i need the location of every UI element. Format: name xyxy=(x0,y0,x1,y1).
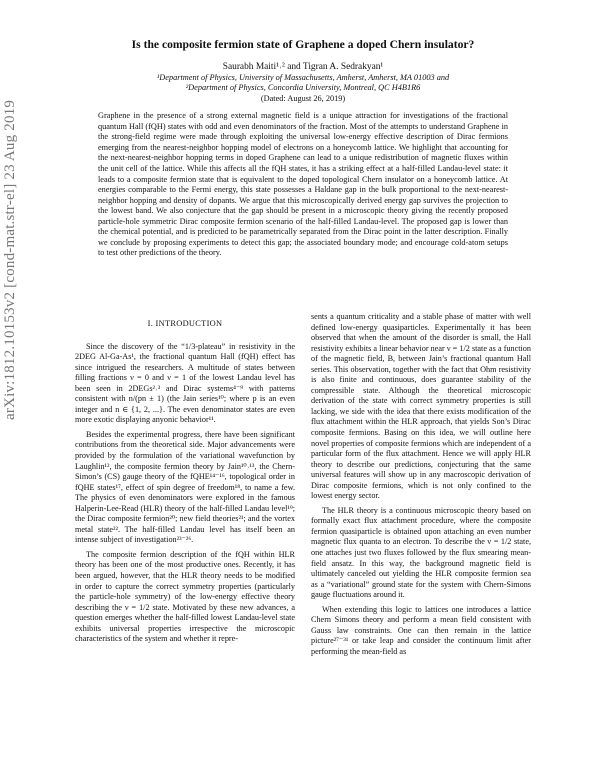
paragraph: sents a quantum criticality and a stable phase of matter with well defined low-energy quasiparticles. Experimentally it has been observed that when the amount of the disorder is small, the Hall resistivity exhibits a linear behavior near ν = 1/2 state as a function of the magnetic field, B, between Jain’s fractional quantum Hall series. This observation, together with the fact that Ohm resistivity is also finite and continuous, does guarantee stability of the compressible state. Although the theoretical microscopic derivation of the state with correct symmetry properties is still lacking, we side with the idea that there exists modification of the flux attachment within the HLR approach, that yields Son’s Dirac composite fermions. Basing on this idea, we will outline here novel properties of composite fermions which are independent of a particular form of the flux attachment. Hence we will apply HLR theory to describe our predictions, conjecturing that the same universal features will show up in any macroscopic derivation of Dirac composite fermions, which is not only confined to the lowest energy sector. xyxy=(311,312,531,501)
author-list: Saurabh Maiti¹˒² and Tigran A. Sedrakyan¹ xyxy=(222,62,384,72)
paragraph: The HLR theory is a continuous microscopic theory based on formally exact flux attachment procedure, where the composite fermion quasiparticle is obtained upon attaching an even number magnetic flux quanta to an electron. To describe the ν = 1/2 state, one attaches just two fluxes followed by the flux smearing mean-field ansatz. In this way, the background magnetic field is ultimately canceled out yielding the HLR composite fermion sea as a “variational” ground state for the system with Chern-Simons gauge fluctuations around it. xyxy=(311,505,531,600)
affiliation-1: ¹Department of Physics, University of Massachusetts, Amherst, Amherst, MA 01003 and xyxy=(156,73,450,82)
section-heading: I. INTRODUCTION xyxy=(147,319,223,328)
arxiv-identifier: arXiv:1812.10153v2 [cond-mat.str-el] 23 Aug 2019 xyxy=(2,99,18,420)
body-columns xyxy=(75,312,531,658)
paragraph: Besides the experimental progress, there have been significant contributions from the theoretical side. Major advancements were provided by the formulation of the variational wavefunction by Laughlin¹², the composite fermion theory by Jain¹⁰˒¹³, the Chern-Simon’s (CS) gauge theory of the fQHE¹⁴⁻¹⁶, topological order in fQHE states¹⁷, effect of spin degree of freedom¹⁸, to name a few. The physics of even denominators were explored in the famous Halperin-Lee-Read (HLR) theory of the half-filled Landau level¹⁹; the Dirac composite fermion²⁰; new field theories²¹; and the vortex metal state²². The half-filled Landau level has itself been an intense subject of investigation²³⁻²⁶. xyxy=(75,429,295,545)
affiliation-2: ²Department of Physics, Concordia University, Montreal, QC H4B1R6 xyxy=(185,83,421,93)
paragraph: The composite fermion description of the fQH within HLR theory has been one of the most productive ones. Recently, it has been argued, however, that the HLR theory needs to be modified in order to capture the correct symmetry properties (particularly the particle-hole symmetry) of the low-energy effective theory describing the ν = 1/2 state. Motivated by these new advances, a question emerges whether the half-filled lowest Landau-level state exhibits universal properties irrespective the microscopic characteristics of the system and whether it repre- xyxy=(75,549,295,644)
paragraph: Since the discovery of the “1/3-plateau” in resistivity in the 2DEG Al-Ga-As¹, the fractional quantum Hall (fQH) effect has since intrigued the researchers. A multitude of states between filling fractions ν = 0 and ν = 1 of the lowest Landau level has been seen in 2DEGs²˒³ and Dirac systems⁴⁻⁹ with patterns consistent with n/(pn ± 1) (the Jain series¹⁰; where p is an even integer and n ∈ {1, 2, ...}. The even denominator states are even more exotic displaying anyonic behavior¹¹. xyxy=(75,341,295,425)
right-column xyxy=(311,312,531,658)
paper-title: Is the composite fermion state of Graphene a doped Chern insulator? xyxy=(131,38,475,51)
paper-page xyxy=(75,38,531,656)
date-line: (Dated: August 26, 2019) xyxy=(260,93,346,103)
paragraph: When extending this logic to lattices one introduces a lattice Chern Simons theory and perform a mean field consistent with Gauss law constraints. One can then remain in the lattice picture²⁷⁻³¹ or take leap and consider the continuum limit after performing the mean-field as xyxy=(311,604,531,656)
abstract: Graphene in the presence of a strong external magnetic field is a unique attraction for investigations of the fractional quantum Hall (fQH) states with odd and even denominators of the fraction. Most of the attempts to understand Graphene in the strong-field regime were made through exploiting the universal low-energy effective description of Dirac fermions emerging from the nearest-neighbor hopping model of electrons on a honeycomb lattice. We highlight that accounting for the next-nearest-neighbor hopping terms in doped Graphene can lead to a unique redistribution of magnetic fluxes within the unit cell of the lattice. While this affects all the fQH states, it has a striking effect at a half-filled Landau-level state: it leads to a composite fermion state that is equivalent to the doped topological Chern insulator on a honeycomb lattice. At energies comparable to the Fermi energy, this state possesses a Haldane gap in the bulk proportional to the next-nearest-neighbor hopping and density of dopants. We argue that this microscopically derived energy gap survives the projection to the lowest band. We also conjecture that the gap should be present in a microscopic theory giving the recently proposed particle-hole symmetric Dirac composite fermion scenario of the half-filled Landau-level. The proposed gap is lower than the chemical potential, and is predicted to be parametrically separated from the Dirac point in the latter description. Finally we conclude by proposing experiments to detect this gap; the associated boundary mode; and encourage cold-atom setups to test other predictions of the theory. xyxy=(98,111,508,258)
left-column xyxy=(75,312,295,658)
